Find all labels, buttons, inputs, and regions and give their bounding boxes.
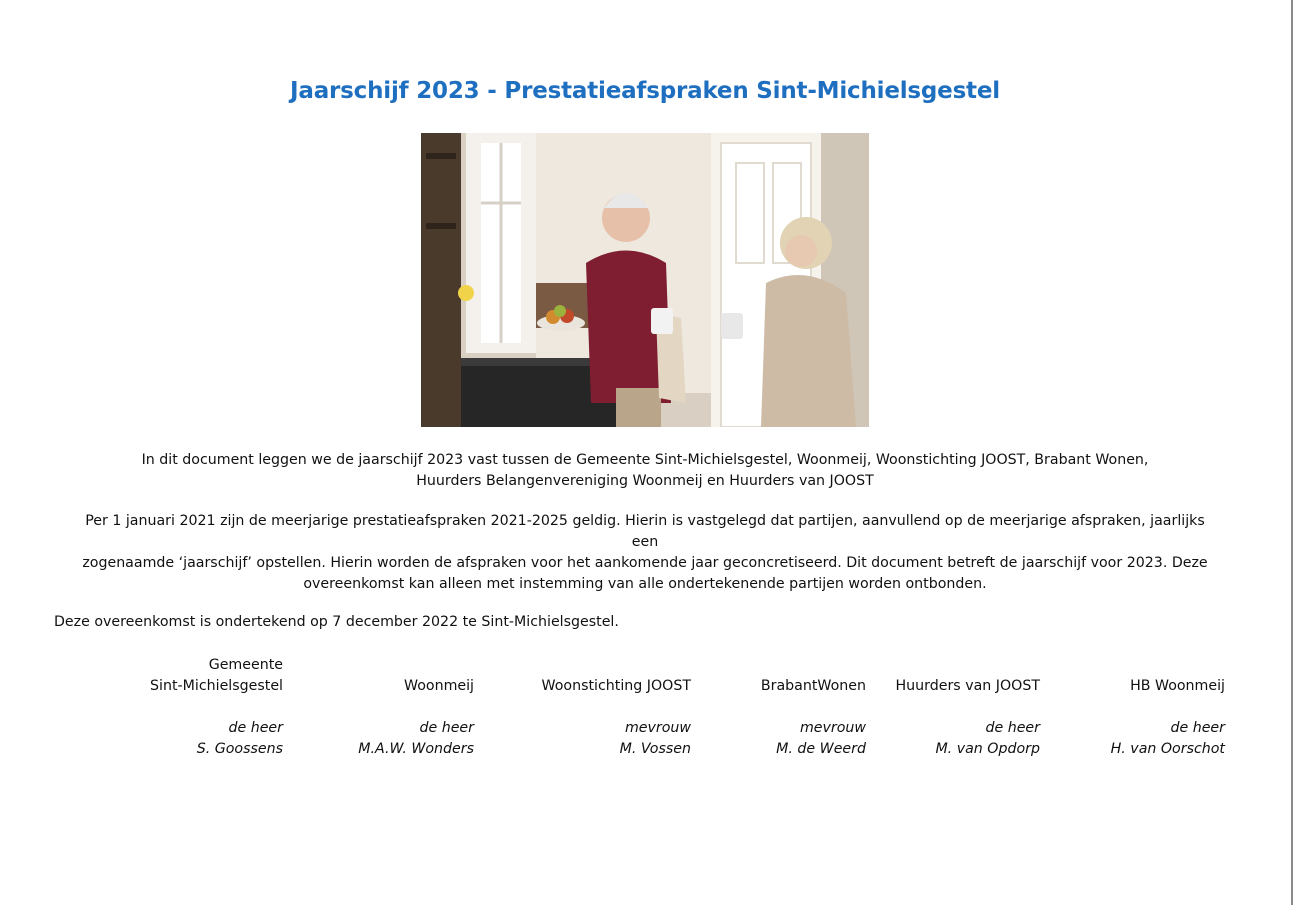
signatory-name: M. de Weerd (776, 741, 866, 757)
signatory-org (542, 655, 691, 697)
signatory-org-line-2: Sint-Michielsgestel (150, 678, 283, 694)
signatory-name: M. Vossen (619, 741, 691, 757)
signatory-org-line-2: HB Woonmeij (1130, 678, 1225, 694)
signatory-salutation: de heer (1170, 720, 1225, 736)
signatory-hb-woonmeij (1111, 655, 1225, 760)
document-title: Jaarschijf 2023 - Prestatieafspraken Sint-Michielsgestel (290, 78, 1000, 104)
signatory-joost (542, 655, 691, 760)
signatory-name: S. Goossens (196, 741, 283, 757)
signatory-org (358, 655, 474, 697)
intro-line-2: Huurders Belangenvereniging Woonmeij en Huurders van JOOST (416, 473, 874, 489)
signed-statement: Deze overeenkomst is ondertekend op 7 december 2022 te Sint-Michielsgestel. (54, 614, 619, 630)
signatory-org (896, 655, 1041, 697)
body-line-3: overeenkomst kan alleen met instemming van alle ondertekenende partijen worden ontbonden. (303, 576, 987, 592)
signatory-org-line-2: Huurders van JOOST (895, 678, 1040, 694)
signatory-org (761, 655, 866, 697)
signatory-salutation: de heer (228, 720, 283, 736)
intro-paragraph (140, 450, 1150, 492)
signatory-gemeente (150, 655, 283, 760)
cover-photo (421, 133, 869, 427)
signatory-salutation: de heer (985, 720, 1040, 736)
body-line-1: Per 1 januari 2021 zijn de meerjarige prestatieafspraken 2021-2025 geldig. Hierin is vastgelegd dat partijen, aanvullend op de meerjarige afspraken, jaarlijks een (85, 513, 1205, 550)
signatory-name: M.A.W. Wonders (358, 741, 474, 757)
signatory-woonmeij (358, 655, 474, 760)
signatory-org-line-2: BrabantWonen (760, 678, 866, 694)
signatory-org (1111, 655, 1225, 697)
signatory-brabantwonen (761, 655, 866, 760)
intro-line-1: In dit document leggen we de jaarschijf 2023 vast tussen de Gemeente Sint-Michielsgestel, Woonmeij, Woonstichting JOOST, Brabant Wonen, (141, 452, 1149, 468)
signatory-org-line-1: Gemeente (208, 657, 283, 673)
signatory-huurders-joost (896, 655, 1041, 760)
signatory-org (150, 655, 283, 697)
signatory-salutation: de heer (419, 720, 474, 736)
signatory-org-line-2: Woonstichting JOOST (541, 678, 691, 694)
body-paragraph (70, 511, 1220, 595)
signatory-name: M. van Opdorp (935, 741, 1040, 757)
body-line-2: zogenaamde ‘jaarschijf’ opstellen. Hierin worden de afspraken voor het aankomende jaar geconcretiseerd. Dit document betreft de jaarschijf voor 2023. Deze (82, 555, 1208, 571)
signatory-org-line-2: Woonmeij (404, 678, 474, 694)
signatory-name: H. van Oorschot (1110, 741, 1225, 757)
signatory-salutation: mevrouw (799, 720, 866, 736)
signatory-salutation: mevrouw (624, 720, 691, 736)
